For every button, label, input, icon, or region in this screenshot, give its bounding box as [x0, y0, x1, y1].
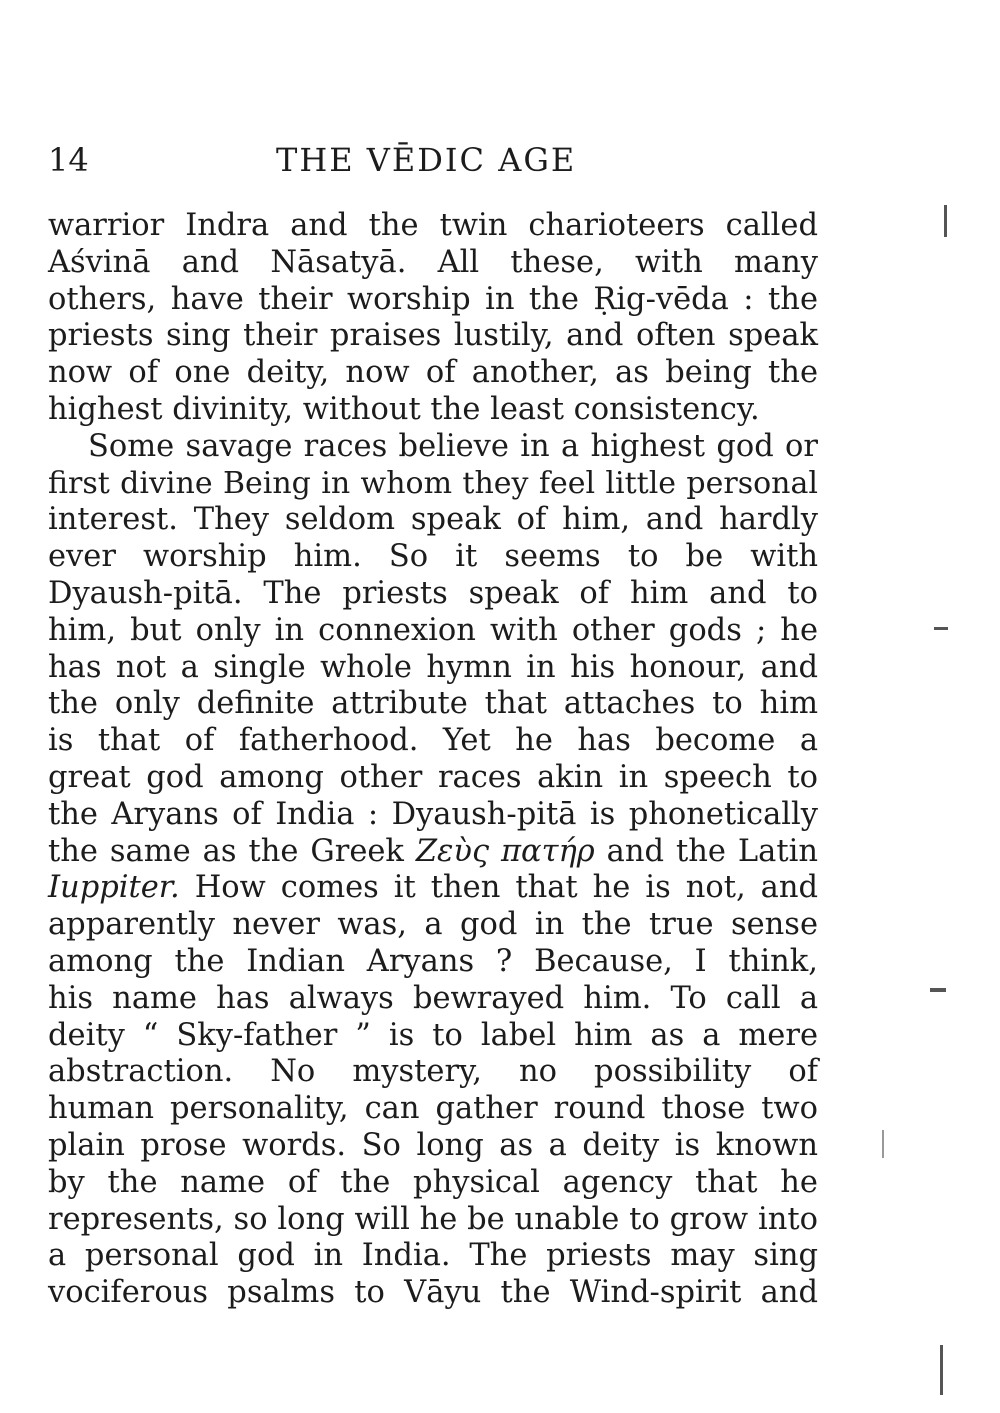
text-line: Some savage races believe in a highest god or: [88, 428, 818, 464]
text-line: others, have their worship in the Ṛig-vēda : the: [48, 281, 818, 317]
text-line: human personality, can gather round those two: [48, 1091, 818, 1127]
text-line: deity “ Sky-father ” is to label him as a mere: [48, 1017, 818, 1053]
text-line: priests sing their praises lustily, and often speak: [48, 318, 818, 354]
text-line: now of one deity, now of another, as being the: [48, 355, 818, 391]
text-line: first divine Being in whom they feel little personal: [48, 465, 818, 501]
text-line: the only definite attribute that attaches to him: [48, 686, 818, 722]
text-line: among the Indian Aryans ? Because, I think,: [48, 943, 818, 979]
running-title: THE VĒDIC AGE: [276, 141, 577, 179]
scan-mark: [944, 205, 947, 237]
text-line: plain prose words. So long as a deity is known: [48, 1127, 818, 1163]
text-line: vociferous psalms to Vāyu the Wind-spirit and: [48, 1275, 818, 1311]
body-text: [48, 208, 818, 1312]
text-line: Iuppiter. How comes it then that he is not, and: [48, 870, 818, 906]
page-number: 14: [48, 141, 89, 179]
text-line: represents, so long will he be unable to grow into: [48, 1201, 818, 1237]
scan-mark: [930, 988, 946, 992]
scan-mark: [882, 1130, 884, 1158]
text-line: apparently never was, a god in the true sense: [48, 907, 818, 943]
text-line: Aśvinā and Nāsatyā. All these, with many: [48, 244, 818, 280]
scan-mark: [940, 1345, 943, 1395]
scan-mark: [934, 627, 948, 630]
text-line: the Aryans of India : Dyaush-pitā is phonetically: [48, 796, 818, 832]
text-line: highest divinity, without the least consistency.: [48, 391, 760, 427]
text-line: him, but only in connexion with other gods ; he: [48, 612, 818, 648]
text-line: ever worship him. So it seems to be with: [48, 539, 818, 575]
text-line: has not a single whole hymn in his honour, and: [48, 649, 818, 685]
text-line: is that of fatherhood. Yet he has become a: [48, 723, 818, 759]
text-line: by the name of the physical agency that he: [48, 1164, 818, 1200]
text-line: interest. They seldom speak of him, and hardly: [48, 502, 818, 538]
text-line: abstraction. No mystery, no possibility of: [48, 1054, 818, 1090]
text-line: great god among other races akin in speech to: [48, 759, 818, 795]
text-line: a personal god in India. The priests may sing: [48, 1238, 818, 1274]
running-head: [48, 138, 818, 182]
text-line: the same as the Greek Ζεὺς πατήρ and the Latin: [48, 833, 818, 869]
text-line: warrior Indra and the twin charioteers called: [48, 208, 818, 243]
text-line: Dyaush-pitā. The priests speak of him and to: [48, 575, 818, 611]
text-line: his name has always bewrayed him. To call a: [48, 980, 818, 1016]
